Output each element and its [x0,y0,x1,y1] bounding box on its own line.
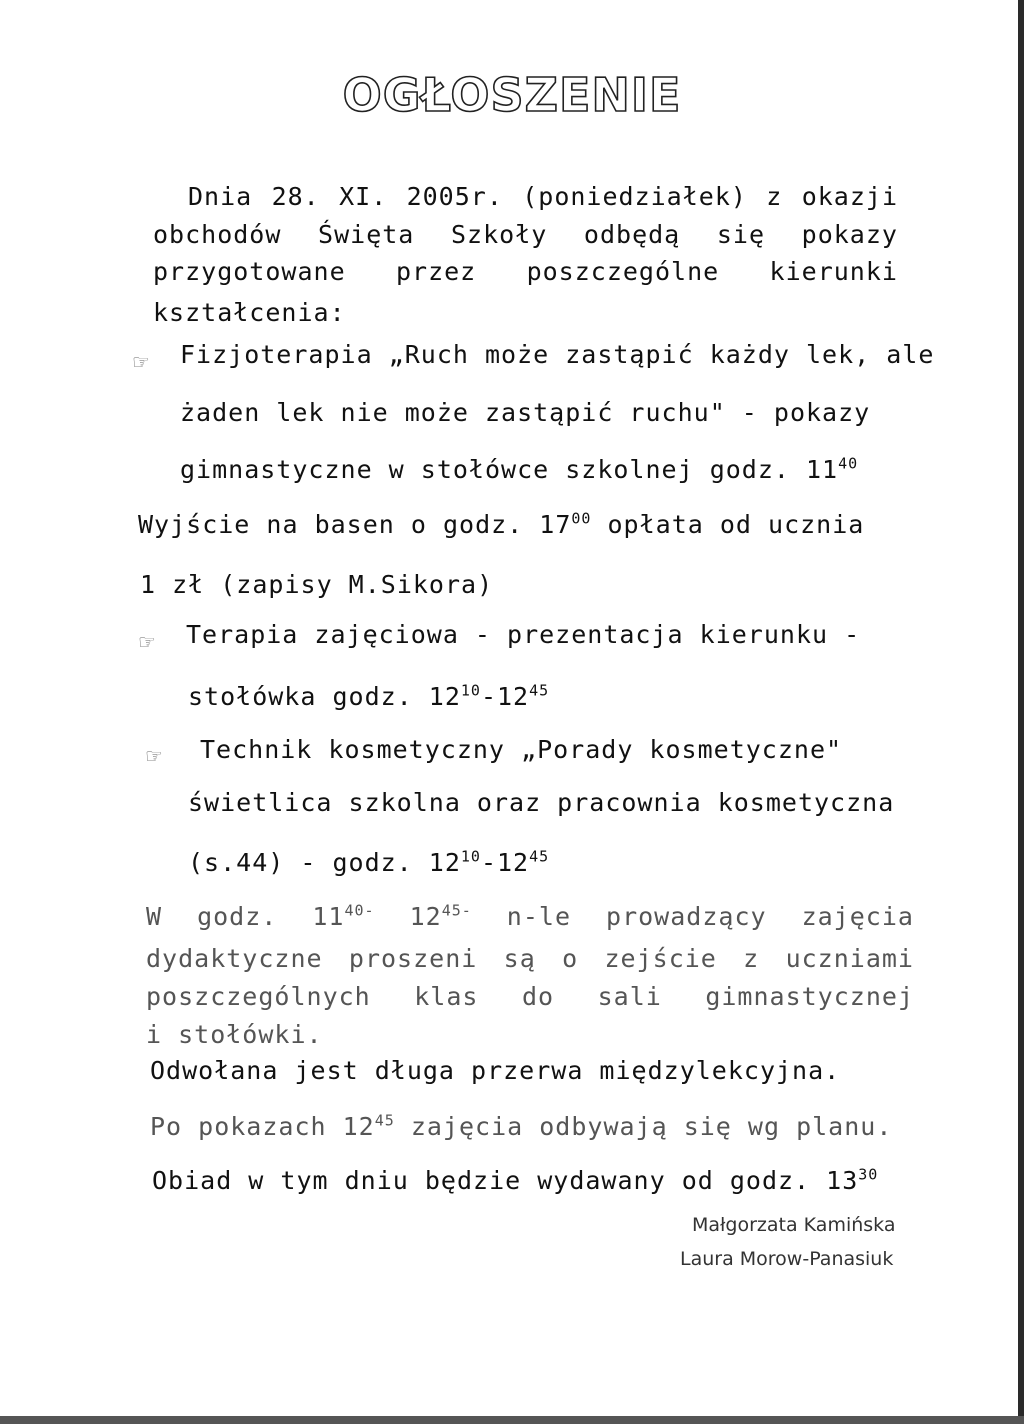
intro-line-1: Dnia 28. XI. 2005r. (poniedziałek) z okazji [188,182,898,211]
pool-line-2: 1 zł (zapisy M.Sikora) [140,570,494,599]
pool-line-1: Wyjście na basen o godz. $17^{00}$ opłata od ucznia [138,509,865,539]
pointing-hand-icon: ☞ [132,350,150,374]
intro-line-3: przygotowane przez poszczególne kierunki [153,257,898,286]
teachers-line-3: poszczególnych klas do sali gimnastycznej [146,982,914,1011]
item2-line-1: Terapia zajęciowa - prezentacja kierunku - [186,620,861,649]
item1-line-1: Fizjoterapia „Ruch może zastąpić każdy lek, ale [180,340,935,369]
after-shows-line: Po pokazach $12^{45}$ zajęcia odbywają się wg planu. [150,1111,893,1141]
pointing-hand-icon: ☞ [145,744,163,768]
item3-line-1: Technik kosmetyczny „Porady kosmetyczne" [200,735,843,764]
signature-1: Małgorzata Kamińska [692,1214,896,1236]
item3-line-3: (s.44) - godz. $12^{10}-12^{45}$ [188,847,550,877]
break-cancelled-line: Odwołana jest długa przerwa międzylekcyjna. [150,1056,841,1085]
scan-edge-right [1018,0,1024,1424]
item1-line-3: gimnastyczne w stołówce szkolnej godz. $11^{40}$ [180,454,859,484]
teachers-line-1: W godz. $11^{40-}$ $12^{45-}$ n-le prowadzący zajęcia [146,901,914,931]
item3-line-2: świetlica szkolna oraz pracownia kosmetyczna [188,788,895,817]
intro-line-4: kształcenia: [153,298,346,327]
intro-line-2: obchodów Święta Szkoły odbędą się pokazy [153,220,898,249]
teachers-line-4: i stołówki. [146,1020,323,1049]
pointing-hand-icon: ☞ [138,630,156,654]
page-title: OGŁOSZENIE [342,68,682,122]
scan-edge-bottom [0,1416,1024,1424]
teachers-line-2: dydaktyczne proszeni są o zejście z uczniami [146,944,914,973]
lunch-line: Obiad w tym dniu będzie wydawany od godz. $13^{30}$ [152,1165,879,1195]
item1-line-2: żaden lek nie może zastąpić ruchu" - pokazy [180,398,871,427]
item2-line-2: stołówka godz. $12^{10}-12^{45}$ [188,681,550,711]
signature-2: Laura Morow-Panasiuk [680,1248,894,1270]
